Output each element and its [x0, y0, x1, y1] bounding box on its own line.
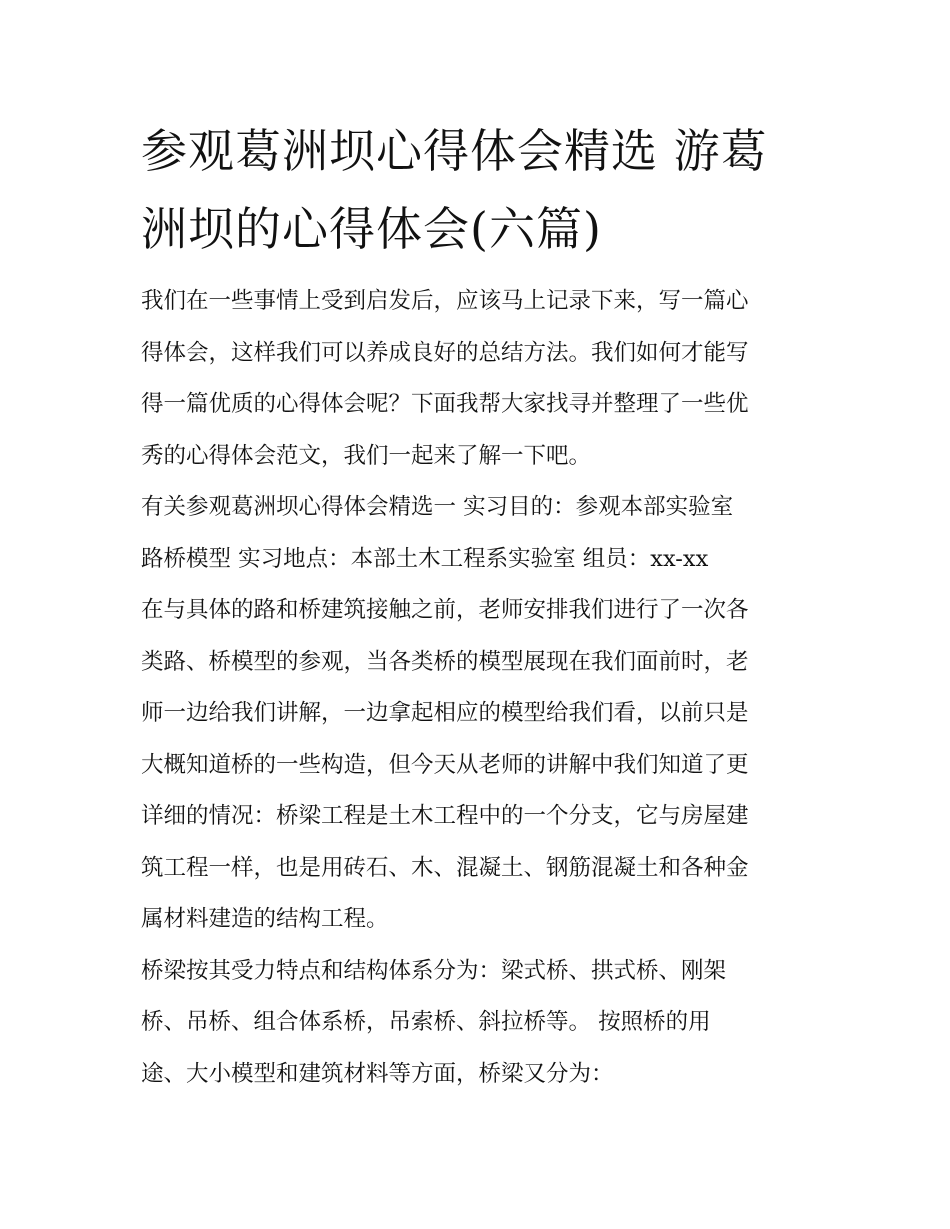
text-line: 秀的心得体会范文，我们一起来了解一下吧。 [141, 442, 592, 469]
text-line: 属材料建造的结构工程。 [141, 906, 389, 932]
document-title [141, 112, 813, 268]
document-page [141, 112, 813, 1100]
text-line: 详细的情况：桥梁工程是土木工程中的一个分支，它与房屋建 [141, 803, 749, 829]
text-line: 有关参观葛洲坝心得体会精选一 实习目的：参观本部实验室 [141, 494, 734, 520]
bridge-types-paragraph [141, 946, 813, 1101]
visit-paragraph [141, 585, 813, 946]
title-line: 参观葛洲坝心得体会精选 游葛 [141, 124, 768, 178]
text-line: 类路、桥模型的参观，当各类桥的模型展现在我们面前时，老 [141, 648, 749, 675]
text-line: 得体会，这样我们可以养成良好的总结方法。我们如何才能写 [141, 339, 749, 366]
intro-paragraph [141, 276, 813, 482]
text-line: 得一篇优质的心得体会呢？下面我帮大家找寻并整理了一些优 [141, 391, 749, 417]
text-line: 桥、吊桥、组合体系桥，吊索桥、斜拉桥等。 按照桥的用 [141, 1009, 711, 1035]
text-line: 筑工程一样，也是用砖石、木、混凝土、钢筋混凝土和各种金 [141, 854, 749, 881]
text-line: 途、大小模型和建筑材料等方面，桥梁又分为： [141, 1060, 614, 1087]
text-line: 在与具体的路和桥建筑接触之前，老师安排我们进行了一次各 [141, 597, 749, 623]
text-line: 我们在一些事情上受到启发后，应该马上记录下来，写一篇心 [141, 288, 749, 314]
text-line: 桥梁按其受力特点和结构体系分为：梁式桥、拱式桥、刚架 [141, 957, 727, 984]
text-line: 大概知道桥的一些构造，但今天从老师的讲解中我们知道了更 [141, 751, 749, 778]
title-line: 洲坝的心得体会(六篇) [141, 202, 602, 256]
text-line: 师一边给我们讲解，一边拿起相应的模型给我们看，以前只是 [141, 700, 749, 726]
text-line: 路桥模型 实习地点：本部土木工程系实验室 组员：xx-xx [141, 545, 709, 572]
internship-info-paragraph [141, 482, 813, 585]
